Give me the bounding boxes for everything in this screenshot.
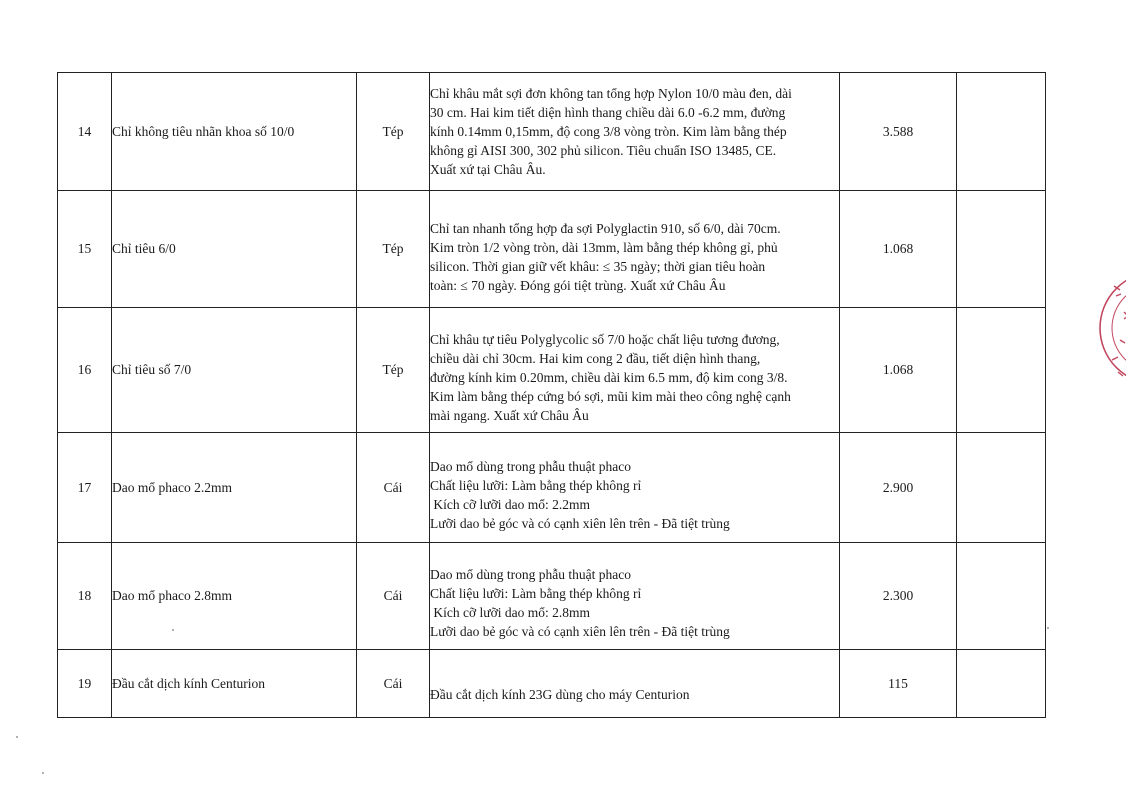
item-name: Đầu cắt dịch kính Centurion (112, 650, 357, 718)
item-description (430, 543, 840, 650)
table-row (58, 191, 1046, 308)
description-line: Chất liệu lưỡi: Làm bằng thép không rỉ (430, 477, 642, 493)
table-body (58, 73, 1046, 718)
item-description (430, 308, 840, 433)
description-line: Chất liệu lưỡi: Làm bằng thép không rỉ (430, 586, 642, 601)
table-row (58, 650, 1046, 718)
description-line: chiều dài chỉ 30cm. Hai kim cong 2 đầu, tiết diện hình thang, (430, 350, 761, 366)
description-line: Kích cỡ lưỡi dao mổ: 2.2mm (430, 496, 590, 512)
row-number: 15 (58, 191, 112, 308)
scan-speck (172, 629, 174, 631)
item-unit: Tép (357, 73, 430, 191)
empty-cell (957, 543, 1046, 650)
row-number: 16 (58, 308, 112, 433)
stamp-outer-ring (1100, 272, 1126, 384)
table-row (58, 73, 1046, 191)
item-quantity: 1.068 (840, 308, 957, 433)
item-quantity: 3.588 (840, 73, 957, 191)
item-quantity: 2.300 (840, 543, 957, 650)
empty-cell (957, 191, 1046, 308)
description-line: Chỉ khâu mắt sợi đơn không tan tổng hợp Nylon 10/0 màu đen, dài (430, 86, 792, 101)
description-line: Lưỡi dao bẻ góc và có cạnh xiên lên trên - Đã tiệt trùng (430, 624, 730, 639)
description-line: kính 0.14mm 0,15mm, độ cong 3/8 vòng tròn. Kim làm bằng thép (430, 124, 787, 139)
stamp-seal-graphic (1094, 268, 1126, 388)
description-line: Kích cỡ lưỡi dao mổ: 2.8mm (430, 605, 590, 620)
row-number: 18 (58, 543, 112, 650)
item-unit: Cái (357, 433, 430, 543)
item-unit: Cái (357, 543, 430, 650)
row-number: 17 (58, 433, 112, 543)
item-description (430, 650, 840, 718)
item-name: Chỉ tiêu 6/0 (112, 191, 357, 308)
table-row (58, 543, 1046, 650)
empty-cell (957, 433, 1046, 543)
item-quantity: 2.900 (840, 433, 957, 543)
item-description (430, 73, 840, 191)
description-line: Xuất xứ tại Châu Âu. (430, 162, 546, 177)
description-line: Kim làm bằng thép cứng bó sợi, mũi kim mài theo công nghệ cạnh (430, 388, 791, 404)
description-line: toàn: ≤ 70 ngày. Đóng gói tiệt trùng. Xuất xứ Châu Âu (430, 278, 726, 293)
description-line: không gỉ AISI 300, 302 phủ silicon. Tiêu chuẩn ISO 13485, CE. (430, 143, 777, 158)
item-unit: Tép (357, 308, 430, 433)
item-name: Dao mổ phaco 2.8mm (112, 543, 357, 650)
item-description (430, 433, 840, 543)
table-row (58, 308, 1046, 433)
supplies-table (57, 72, 1046, 718)
item-unit: Cái (357, 650, 430, 718)
empty-cell (957, 308, 1046, 433)
description-line: Dao mổ dùng trong phẫu thuật phaco (430, 567, 631, 582)
item-quantity: 1.068 (840, 191, 957, 308)
stamp-letter-marks (1112, 286, 1126, 376)
item-unit: Tép (357, 191, 430, 308)
scan-speck (42, 772, 44, 774)
description-line: Đầu cắt dịch kính 23G dùng cho máy Centurion (430, 687, 690, 702)
description-line: mài ngang. Xuất xứ Châu Âu (430, 407, 589, 423)
empty-cell (957, 650, 1046, 718)
table-row (58, 433, 1046, 543)
description-line: Chỉ khâu tự tiêu Polyglycolic số 7/0 hoặc chất liệu tương đương, (430, 331, 780, 347)
description-line: Kim tròn 1/2 vòng tròn, dài 13mm, làm bằng thép không gỉ, phủ (430, 240, 778, 255)
item-name: Chỉ không tiêu nhãn khoa số 10/0 (112, 73, 357, 191)
item-description (430, 191, 840, 308)
scan-speck (16, 736, 18, 738)
item-quantity: 115 (840, 650, 957, 718)
scan-speck (1047, 627, 1049, 629)
description-line: Chỉ tan nhanh tổng hợp đa sợi Polyglactin 910, số 6/0, dài 70cm. (430, 221, 781, 236)
official-stamp (1094, 268, 1126, 388)
description-line: 30 cm. Hai kim tiết diện hình thang chiều dài 6.0 -6.2 mm, đường (430, 105, 786, 120)
description-line: Lưỡi dao bẻ góc và có cạnh xiên lên trên - Đã tiệt trùng (430, 515, 730, 531)
row-number: 14 (58, 73, 112, 191)
description-line: Dao mổ dùng trong phẫu thuật phaco (430, 458, 631, 474)
item-name: Chỉ tiêu số 7/0 (112, 308, 357, 433)
item-name: Dao mổ phaco 2.2mm (112, 433, 357, 543)
description-line: silicon. Thời gian giữ vết khâu: ≤ 35 ngày; thời gian tiêu hoàn (430, 259, 766, 274)
row-number: 19 (58, 650, 112, 718)
empty-cell (957, 73, 1046, 191)
description-line: đường kính kim 0.20mm, chiều dài kim 6.5 mm, độ kim cong 3/8. (430, 369, 788, 385)
